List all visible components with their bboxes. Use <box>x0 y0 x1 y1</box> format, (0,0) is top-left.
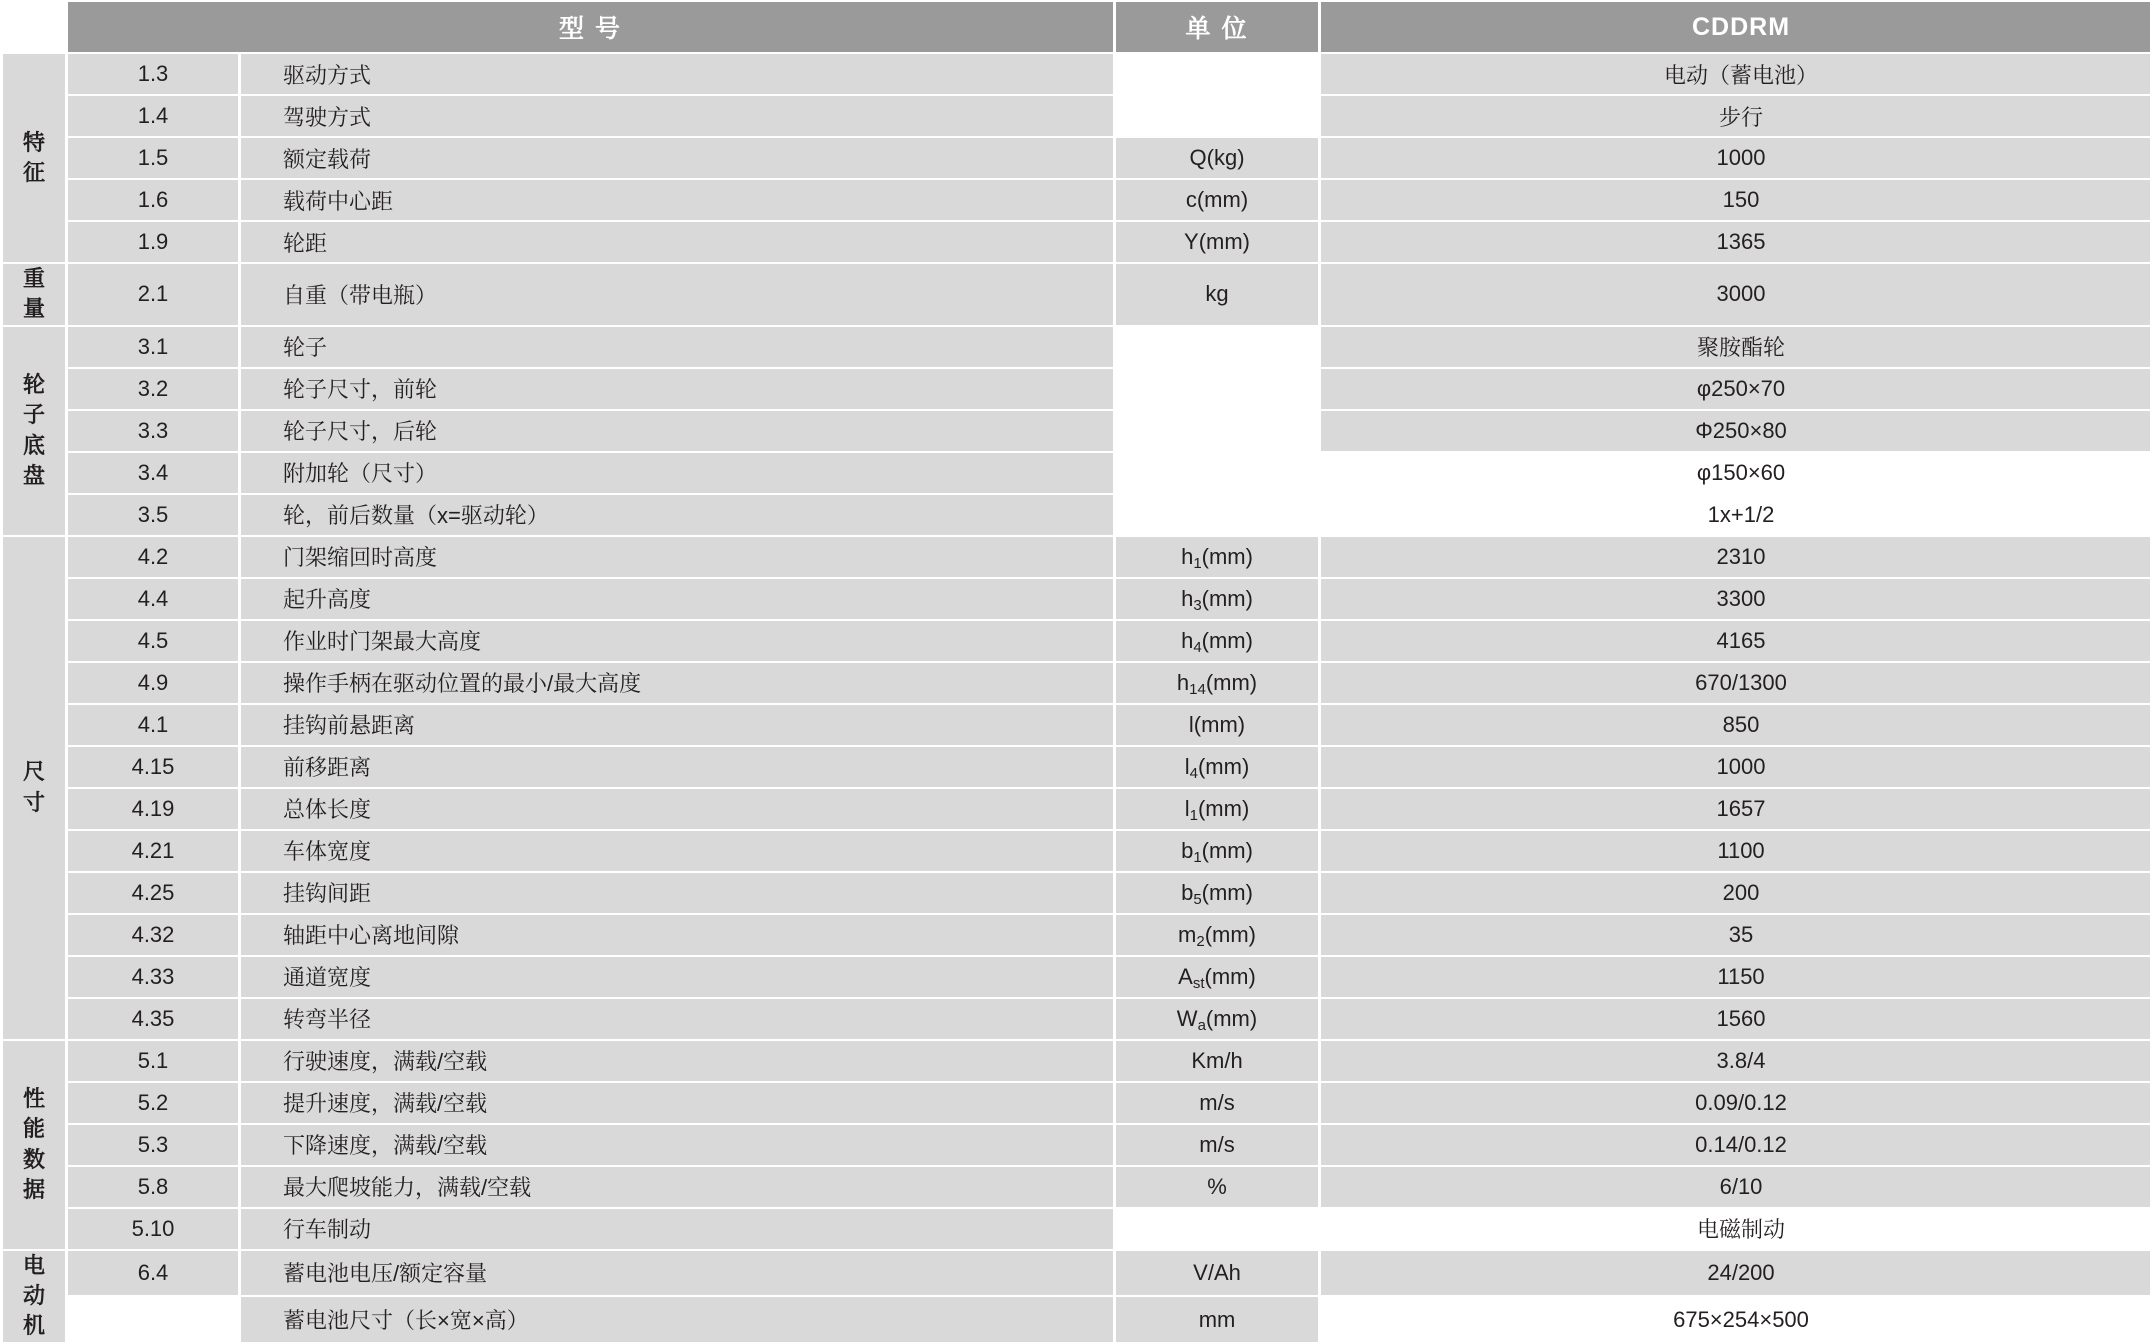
row-unit: $h_1(mm)$ <box>1116 537 1318 577</box>
row-unit <box>1116 96 1318 136</box>
row-code: 4.9 <box>68 663 238 703</box>
row-value: 35 <box>1321 915 2150 955</box>
row-name: 蓄电池电压/额定容量 <box>241 1251 1113 1296</box>
table-row <box>3 495 2150 535</box>
group-label-motor: 电动机 <box>3 1251 65 1342</box>
row-unit: l(mm) <box>1116 705 1318 745</box>
row-value: 150 <box>1321 180 2150 220</box>
row-value: 1000 <box>1321 138 2150 178</box>
row-name: 额定载荷 <box>241 138 1113 178</box>
row-unit: $h_4(mm)$ <box>1116 621 1318 661</box>
row-value: 电动（蓄电池） <box>1321 54 2150 94</box>
row-value: 聚胺酯轮 <box>1321 327 2150 367</box>
row-unit: $b_5(mm)$ <box>1116 873 1318 913</box>
row-value: 4165 <box>1321 621 2150 661</box>
row-code <box>68 1297 238 1342</box>
row-code: 3.3 <box>68 411 238 451</box>
row-name: 行驶速度，满载/空载 <box>241 1041 1113 1081</box>
row-name: 轴距中心离地间隙 <box>241 915 1113 955</box>
row-name: 轮子 <box>241 327 1113 367</box>
table-row <box>3 831 2150 871</box>
header-unit: 单 位 <box>1116 2 1318 52</box>
row-code: 4.5 <box>68 621 238 661</box>
table-row <box>3 1125 2150 1165</box>
row-value: 2310 <box>1321 537 2150 577</box>
row-name: 挂钩间距 <box>241 873 1113 913</box>
table-row <box>3 138 2150 178</box>
row-code: 1.9 <box>68 222 238 262</box>
table-row <box>3 453 2150 493</box>
row-code: 4.21 <box>68 831 238 871</box>
table-row <box>3 1209 2150 1249</box>
row-unit: m/s <box>1116 1083 1318 1123</box>
table-row <box>3 537 2150 577</box>
table-row <box>3 327 2150 367</box>
row-value: 1100 <box>1321 831 2150 871</box>
row-name: 驾驶方式 <box>241 96 1113 136</box>
row-name: 操作手柄在驱动位置的最小/最大高度 <box>241 663 1113 703</box>
row-value: 850 <box>1321 705 2150 745</box>
row-value: 670/1300 <box>1321 663 2150 703</box>
row-value: 3300 <box>1321 579 2150 619</box>
row-unit: $W_a(mm)$ <box>1116 999 1318 1039</box>
row-code: 4.33 <box>68 957 238 997</box>
table-row <box>3 96 2150 136</box>
row-unit: $A_{st}(mm)$ <box>1116 957 1318 997</box>
row-value: 1x+1/2 <box>1321 495 2150 535</box>
table-row <box>3 264 2150 325</box>
table-row <box>3 663 2150 703</box>
row-name: 蓄电池尺寸（长×宽×高） <box>241 1297 1113 1342</box>
row-unit: mm <box>1116 1297 1318 1342</box>
row-unit: $h_3(mm)$ <box>1116 579 1318 619</box>
row-name: 前移距离 <box>241 747 1113 787</box>
row-code: 3.5 <box>68 495 238 535</box>
row-value: 24/200 <box>1321 1251 2150 1296</box>
row-code: 2.1 <box>68 264 238 325</box>
row-value: 1000 <box>1321 747 2150 787</box>
row-name: 提升速度，满载/空载 <box>241 1083 1113 1123</box>
row-unit: Q(kg) <box>1116 138 1318 178</box>
row-value: 1560 <box>1321 999 2150 1039</box>
row-value: Φ250×80 <box>1321 411 2150 451</box>
table-header-row <box>3 2 2150 52</box>
header-model: 型 号 <box>68 2 1113 52</box>
row-unit: V/Ah <box>1116 1251 1318 1296</box>
row-value: 6/10 <box>1321 1167 2150 1207</box>
row-code: 5.8 <box>68 1167 238 1207</box>
row-code: 4.2 <box>68 537 238 577</box>
header-value: CDDRM <box>1321 2 2150 52</box>
table-row <box>3 411 2150 451</box>
row-name: 门架缩回时高度 <box>241 537 1113 577</box>
row-value: 步行 <box>1321 96 2150 136</box>
row-code: 3.1 <box>68 327 238 367</box>
row-code: 4.35 <box>68 999 238 1039</box>
row-value: 电磁制动 <box>1321 1209 2150 1249</box>
row-code: 5.2 <box>68 1083 238 1123</box>
row-code: 1.5 <box>68 138 238 178</box>
group-label-wheels: 轮子底盘 <box>3 327 65 535</box>
row-code: 3.2 <box>68 369 238 409</box>
group-label-dimensions: 尺 寸 <box>3 537 65 1039</box>
row-unit: $l_4(mm)$ <box>1116 747 1318 787</box>
row-name: 作业时门架最大高度 <box>241 621 1113 661</box>
row-name: 车体宽度 <box>241 831 1113 871</box>
row-value: 0.14/0.12 <box>1321 1125 2150 1165</box>
row-unit <box>1116 1209 1318 1249</box>
row-code: 4.25 <box>68 873 238 913</box>
row-name: 驱动方式 <box>241 54 1113 94</box>
row-unit: $l_1(mm)$ <box>1116 789 1318 829</box>
row-unit: m/s <box>1116 1125 1318 1165</box>
table-row <box>3 1083 2150 1123</box>
row-value: 1365 <box>1321 222 2150 262</box>
row-code: 6.4 <box>68 1251 238 1296</box>
table-row <box>3 621 2150 661</box>
row-name: 轮，前后数量（x=驱动轮） <box>241 495 1113 535</box>
table-row <box>3 957 2150 997</box>
row-unit <box>1116 369 1318 409</box>
group-label-features: 特征 <box>3 54 65 262</box>
table-row <box>3 1297 2150 1342</box>
row-value: 3000 <box>1321 264 2150 325</box>
table-row <box>3 789 2150 829</box>
row-unit: c(mm) <box>1116 180 1318 220</box>
table-row <box>3 747 2150 787</box>
row-name: 最大爬坡能力，满载/空载 <box>241 1167 1113 1207</box>
row-unit: $m_2(mm)$ <box>1116 915 1318 955</box>
row-name: 附加轮（尺寸） <box>241 453 1113 493</box>
row-name: 行车制动 <box>241 1209 1113 1249</box>
table-row <box>3 1167 2150 1207</box>
group-label-performance: 性能数据 <box>3 1041 65 1249</box>
table-row <box>3 873 2150 913</box>
row-unit: % <box>1116 1167 1318 1207</box>
row-name: 起升高度 <box>241 579 1113 619</box>
table-row <box>3 369 2150 409</box>
row-name: 总体长度 <box>241 789 1113 829</box>
row-unit <box>1116 54 1318 94</box>
row-value: 3.8/4 <box>1321 1041 2150 1081</box>
row-value: φ250×70 <box>1321 369 2150 409</box>
row-name: 载荷中心距 <box>241 180 1113 220</box>
row-name: 自重（带电瓶） <box>241 264 1113 325</box>
group-label-weight: 重 量 <box>3 264 65 325</box>
row-value: φ150×60 <box>1321 453 2150 493</box>
row-name: 下降速度，满载/空载 <box>241 1125 1113 1165</box>
row-unit <box>1116 453 1318 493</box>
row-code: 4.4 <box>68 579 238 619</box>
row-unit <box>1116 411 1318 451</box>
row-value: 1150 <box>1321 957 2150 997</box>
table-row <box>3 180 2150 220</box>
row-code: 5.10 <box>68 1209 238 1249</box>
row-unit: kg <box>1116 264 1318 325</box>
row-unit: $h_{14}(mm)$ <box>1116 663 1318 703</box>
row-name: 转弯半径 <box>241 999 1113 1039</box>
table-row <box>3 1251 2150 1296</box>
table-body <box>3 2 2150 1342</box>
table-row <box>3 222 2150 262</box>
row-unit: Y(mm) <box>1116 222 1318 262</box>
table-row <box>3 915 2150 955</box>
row-name: 轮子尺寸，前轮 <box>241 369 1113 409</box>
row-code: 1.3 <box>68 54 238 94</box>
table-row <box>3 1041 2150 1081</box>
row-code: 4.1 <box>68 705 238 745</box>
row-code: 4.19 <box>68 789 238 829</box>
table-row <box>3 705 2150 745</box>
table-row <box>3 54 2150 94</box>
row-code: 4.32 <box>68 915 238 955</box>
row-unit <box>1116 327 1318 367</box>
row-name: 轮子尺寸，后轮 <box>241 411 1113 451</box>
row-unit <box>1116 495 1318 535</box>
row-value: 200 <box>1321 873 2150 913</box>
row-code: 4.15 <box>68 747 238 787</box>
table-row <box>3 999 2150 1039</box>
header-corner-blank <box>3 2 65 52</box>
row-value: 1657 <box>1321 789 2150 829</box>
row-value: 675×254×500 <box>1321 1297 2150 1342</box>
row-name: 轮距 <box>241 222 1113 262</box>
row-name: 通道宽度 <box>241 957 1113 997</box>
row-code: 3.4 <box>68 453 238 493</box>
table-row <box>3 579 2150 619</box>
row-name: 挂钩前悬距离 <box>241 705 1113 745</box>
row-unit: Km/h <box>1116 1041 1318 1081</box>
row-value: 0.09/0.12 <box>1321 1083 2150 1123</box>
row-code: 1.4 <box>68 96 238 136</box>
row-unit: $b_1(mm)$ <box>1116 831 1318 871</box>
row-code: 5.1 <box>68 1041 238 1081</box>
row-code: 5.3 <box>68 1125 238 1165</box>
row-code: 1.6 <box>68 180 238 220</box>
